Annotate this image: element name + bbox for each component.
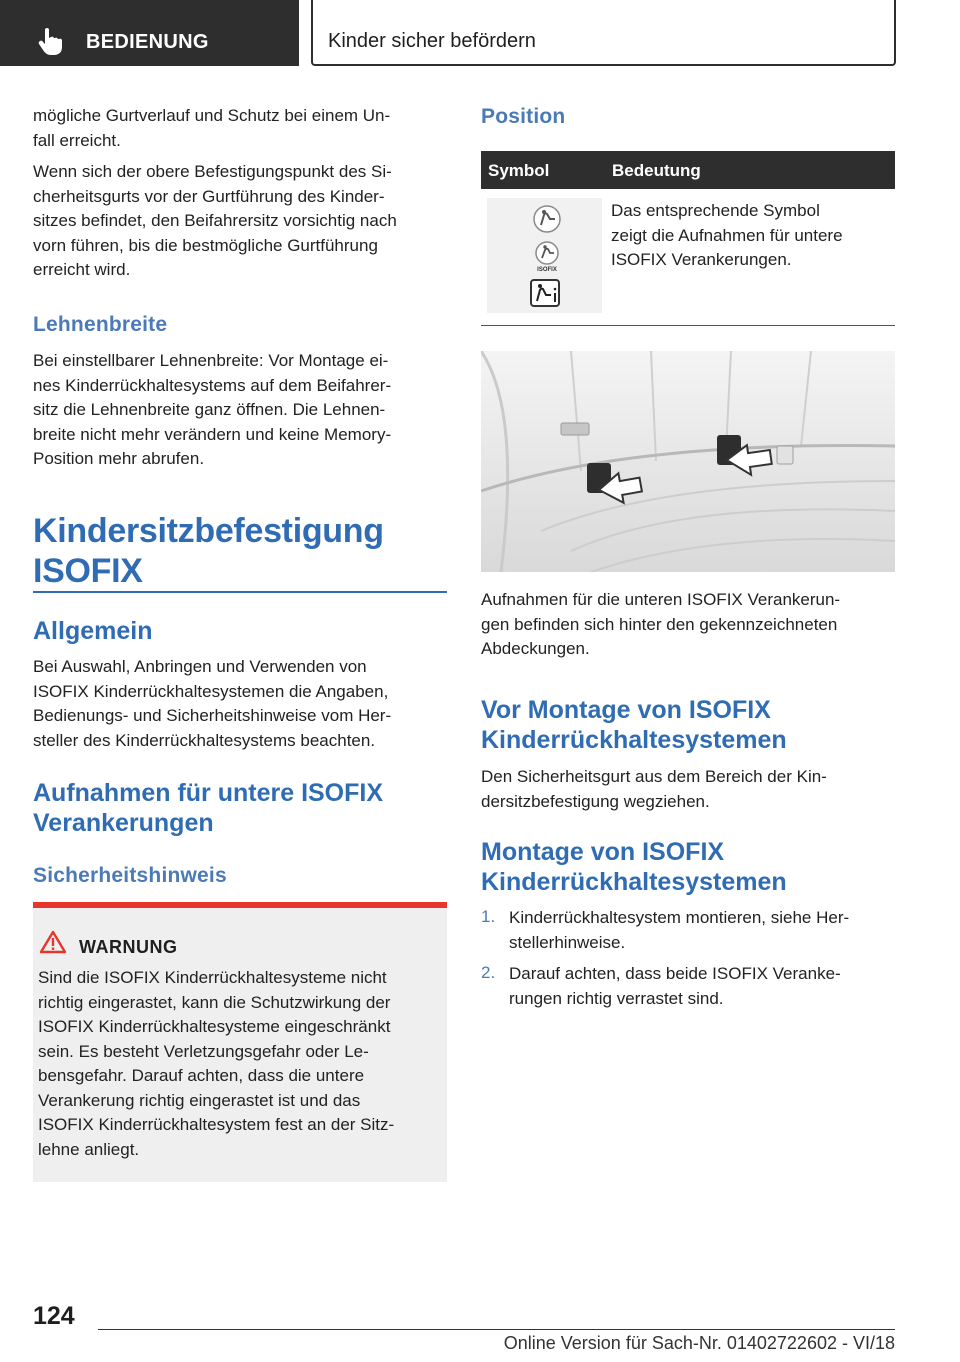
text-line: bensgefahr. Darauf achten, dass die untere (38, 1066, 365, 1085)
isofix-label: ISOFIX (537, 267, 557, 273)
lehnenbreite-heading: Lehnenbreite (33, 313, 168, 336)
page-number: 124 (33, 1302, 75, 1330)
step-text (509, 962, 895, 1011)
step-text (509, 906, 895, 955)
section-label: BEDIENUNG (86, 31, 209, 53)
text-line: breite nicht mehr verändern und keine Memory- (33, 424, 392, 444)
text-line: nes Kinderrückhaltesystems auf dem Beifahrer- (33, 375, 392, 395)
text-line: dersitzbefestigung wegziehen. (481, 791, 710, 811)
isofix-anchor-photo (481, 351, 895, 572)
text-line: Das entsprechende Symbol (611, 201, 820, 220)
chapter-header (311, 0, 896, 66)
text-line: Kinderrückhaltesystem montieren, siehe Her- (509, 908, 850, 927)
heading-line: Aufnahmen für untere ISOFIX (33, 779, 384, 807)
text-line: Darauf achten, dass beide ISOFIX Veranke- (509, 964, 841, 983)
heading-rule (33, 591, 447, 593)
heading-line: Kinderrückhaltesystemen (481, 726, 787, 754)
column-header-meaning: Bedeutung (612, 161, 701, 180)
text-line: sitz die Lehnenbreite ganz öffnen. Die Lehnen- (33, 400, 386, 419)
intro-paragraph (33, 104, 447, 283)
position-heading: Position (481, 105, 566, 128)
text-line: lehne anliegt. (38, 1139, 140, 1159)
montage-heading (481, 837, 787, 897)
text-line: fall erreicht. (33, 130, 121, 150)
text-line: erreicht wird. (33, 260, 131, 279)
step-number: 2. (481, 963, 496, 982)
text-line: Den Sicherheitsgurt aus dem Bereich der Kin- (481, 767, 827, 786)
heading-line: Kinderrückhaltesystemen (481, 868, 787, 896)
text-line: sein. Es besteht Verletzungsgefahr oder Le- (38, 1041, 369, 1061)
text-line: cherheitsgurts vor der Gurtführung des Kinder- (33, 186, 385, 206)
warning-box (33, 902, 447, 1182)
vor-montage-heading (481, 695, 787, 755)
footer-version: Online Version für Sach-Nr. 01402722602 - VI/18 (503, 1333, 895, 1353)
text-line: Bei Auswahl, Anbringen und Verwenden von (33, 657, 367, 676)
heading-line: Kindersitzbefestigung (33, 512, 384, 550)
heading-line: Montage von ISOFIX (481, 838, 725, 866)
isofix-symbol-icons (487, 198, 602, 313)
text-line: sitzes befindet, den Beifahrersitz vorsichtig nach (33, 211, 397, 230)
text-line: mögliche Gurtverlauf und Schutz bei einem Un- (33, 106, 391, 125)
text-line: richtig eingerastet, kann die Schutzwirkung der (38, 992, 391, 1012)
table-header (481, 151, 895, 189)
text-line: steller des Kinderrückhaltesystems beachten. (33, 730, 376, 750)
text-line: rungen richtig verrastet sind. (509, 988, 724, 1008)
heading-line: Verankerungen (33, 809, 214, 837)
heading-line: ISOFIX (33, 552, 143, 590)
text-line: Wenn sich der obere Befestigungspunkt des Si- (33, 162, 392, 181)
text-line: stellerhinweise. (509, 932, 626, 952)
text-line: Position mehr abrufen. (33, 449, 205, 468)
warning-text (38, 966, 442, 1162)
sicherheitshinweis-heading: Sicherheitshinweis (33, 864, 227, 887)
text-line: Sind die ISOFIX Kinderrückhaltesysteme nicht (38, 968, 387, 987)
text-line: ISOFIX Verankerungen. (611, 250, 792, 269)
section-tab (0, 0, 299, 66)
symbol-meaning (611, 199, 895, 273)
text-line: Aufnahmen für die unteren ISOFIX Verankerun- (481, 590, 841, 609)
footer-rule (98, 1329, 895, 1330)
text-line: Bedienungs- und Sicherheitshinweise vom Her- (33, 706, 392, 725)
text-line: ISOFIX Kinderrückhaltesysteme eingeschränkt (38, 1017, 391, 1036)
column-header-symbol: Symbol (488, 161, 550, 180)
chapter-title: Kinder sicher befördern (328, 30, 536, 52)
seat-illustration (481, 351, 895, 572)
step-number: 1. (481, 907, 496, 926)
main-heading (33, 511, 384, 591)
text-line: gen befinden sich hinter den gekennzeichneten (481, 614, 838, 634)
symbol-cell (487, 198, 602, 313)
lehnenbreite-paragraph (33, 349, 447, 472)
text-line: Verankerung richtig eingerastet ist und das (38, 1090, 361, 1110)
text-line: vorn führen, bis die bestmögliche Gurtführung (33, 235, 378, 255)
heading-line: Vor Montage von ISOFIX (481, 696, 771, 724)
photo-caption (481, 588, 895, 662)
allgemein-paragraph (33, 655, 447, 753)
hand-pointer-icon (36, 26, 66, 56)
text-line: zeigt die Aufnahmen für untere (611, 225, 843, 245)
text-line: ISOFIX Kinderrückhaltesystem fest an der Sitz- (38, 1115, 395, 1134)
table-bottom-rule (481, 325, 895, 326)
allgemein-heading: Allgemein (33, 617, 153, 645)
warning-title: WARNUNG (79, 937, 178, 957)
warning-triangle-icon (39, 930, 67, 954)
text-line: Abdeckungen. (481, 639, 590, 658)
vor-montage-paragraph (481, 765, 895, 814)
aufnahmen-heading (33, 778, 383, 838)
text-line: ISOFIX Kinderrückhaltesystemen die Angaben, (33, 681, 389, 701)
text-line: Bei einstellbarer Lehnenbreite: Vor Montage ei- (33, 351, 389, 370)
